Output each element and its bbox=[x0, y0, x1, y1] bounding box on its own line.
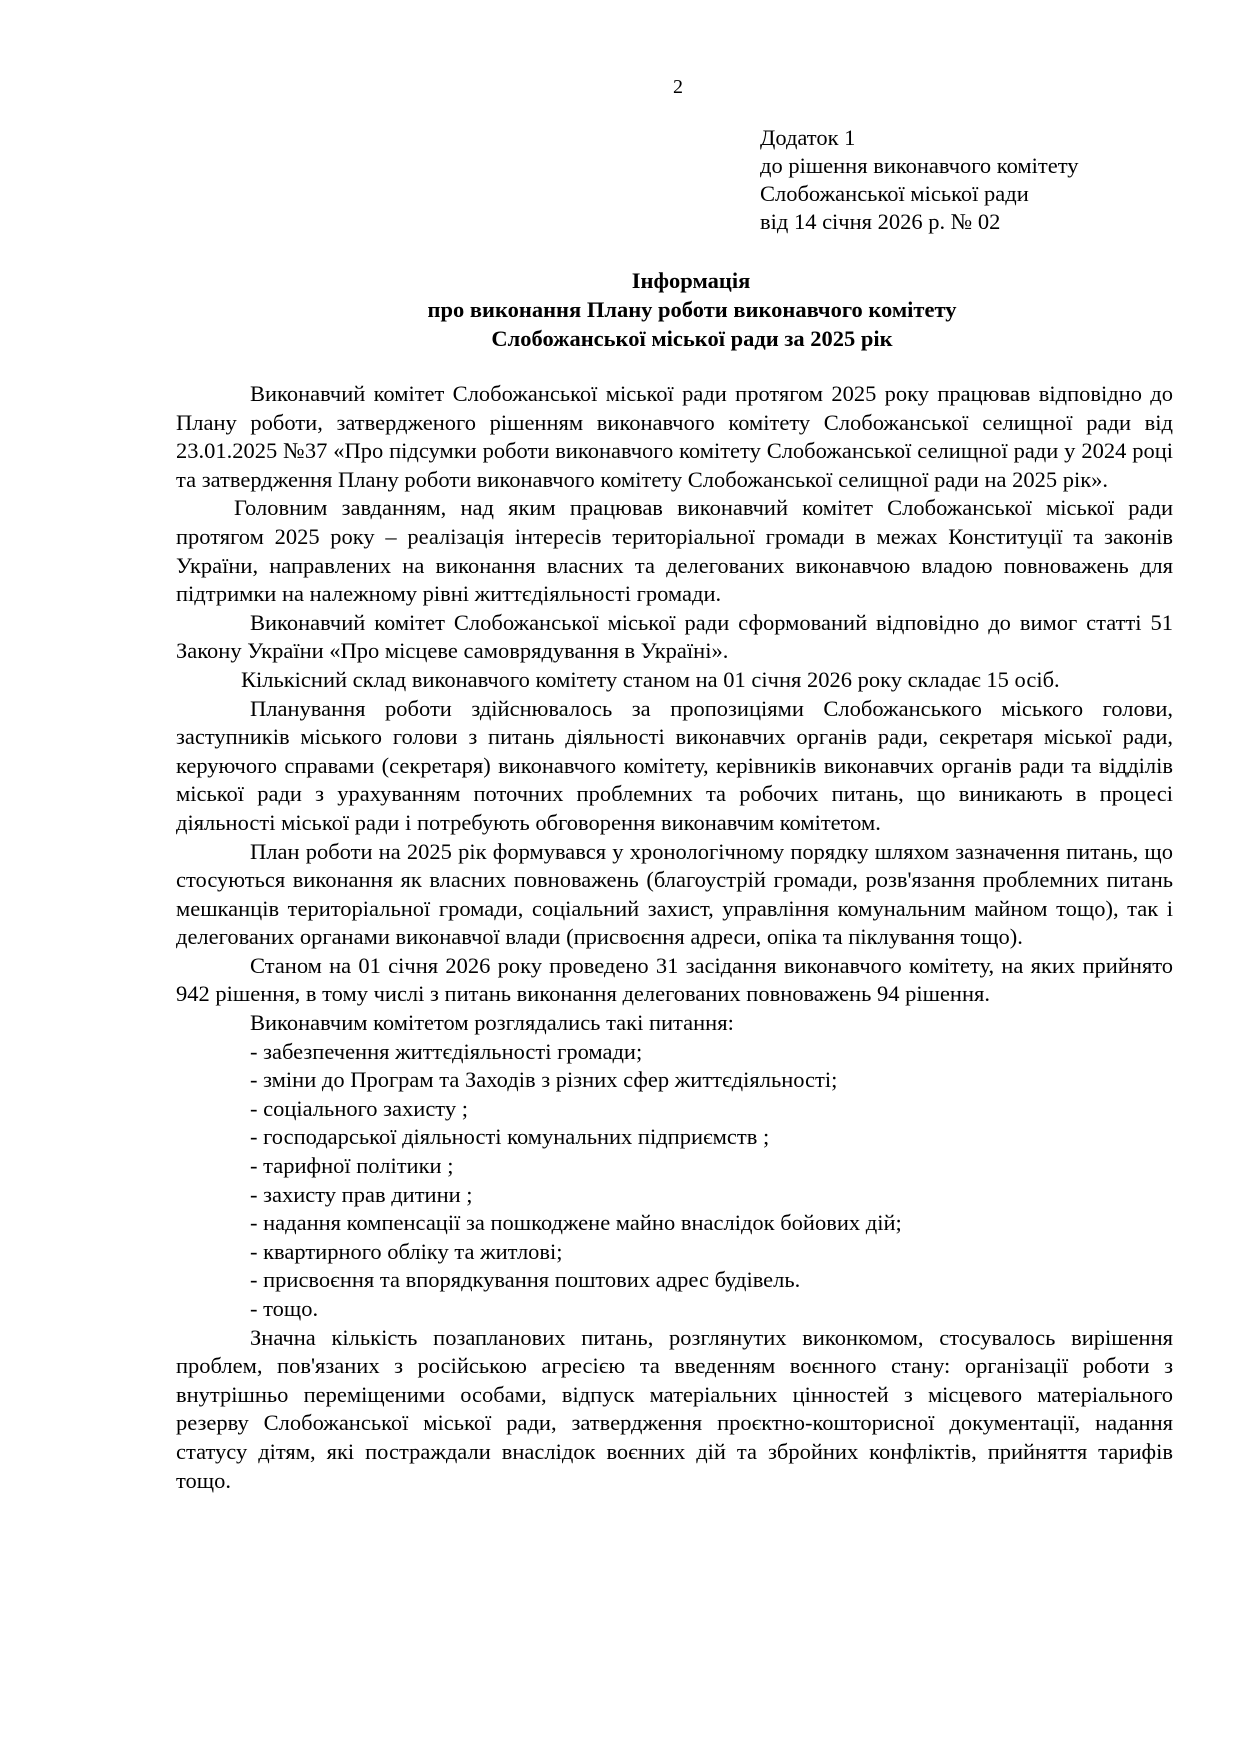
paragraph-plan-2025: План роботи на 2025 рік формувався у хронологічному порядку шляхом зазначення питань, що стосуються виконання як власних повноважень (благоустрій громади, розв'язання проблемних питань мешканців територіальної громади, соціальний захист, управління комунальним майном тощо), так і делегованих органами виконавчої влади (присвоєння адреси, опіка та піклування тощо). bbox=[176, 838, 1173, 950]
topic-item: - присвоєння та впорядкування поштових адрес будівель. bbox=[250, 1267, 801, 1293]
topic-item: - господарської діяльності комунальних підприємств ; bbox=[250, 1124, 770, 1150]
paragraph-formation: Виконавчий комітет Слобожанської міської ради сформований відповідно до вимог статті 51 Закону України «Про місцеве самоврядування в Україні». bbox=[176, 609, 1173, 664]
appendix-line-4: від 14 січня 2026 р. № 02 bbox=[760, 209, 1001, 234]
topic-item: - тощо. bbox=[250, 1296, 319, 1321]
document-body bbox=[176, 380, 1173, 1495]
topic-item: - забезпечення життєдіяльності громади; bbox=[250, 1038, 643, 1064]
topic-item: - захисту прав дитини ; bbox=[250, 1181, 473, 1207]
topic-item: - зміни до Програм та Заходів з різних сфер життєдіяльності; bbox=[250, 1067, 838, 1093]
appendix-line-3: Слобожанської міської ради bbox=[760, 181, 1029, 206]
title-main: Інформація bbox=[631, 268, 751, 293]
topic-item: - тарифної політики ; bbox=[250, 1153, 454, 1179]
appendix-header bbox=[760, 124, 1079, 236]
page-number-text: 2 bbox=[673, 76, 683, 98]
paragraph-planning: Планування роботи здійснювалось за пропозиціями Слобожанського міського голови, заступників міського голови з питань діяльності виконавчих органів ради, секретаря міської ради, керуючого справами (секретаря) виконавчого комітету, керівників виконавчих органів ради та відділів міської ради з урахуванням поточних проблемних та робочих питань, що виникають в процесі діяльності міської ради і потребують обговорення виконавчим комітетом. bbox=[176, 695, 1173, 835]
title-subtitle-1: про виконання Плану роботи виконавчого комітету bbox=[427, 297, 957, 322]
document-title bbox=[160, 266, 1200, 353]
appendix-line-1: Додаток 1 bbox=[760, 125, 856, 150]
topic-item: - соціального захисту ; bbox=[250, 1095, 468, 1121]
topics-list bbox=[176, 1038, 1173, 1324]
appendix-line-2: до рішення виконавчого комітету bbox=[760, 153, 1079, 178]
paragraph-unplanned-issues: Значна кількість позапланових питань, розглянутих виконкомом, стосувалось вирішення проблем, пов'язаних з російською агресією та введенням воєнного стану: організації роботи з внутрішньо переміщеними особами, відпуск матеріальних цінностей з місцевого матеріального резерву Слобожанської міської ради, затвердження проєктно-кошторисної документації, надання статусу дітям, які постраждали внаслідок воєнних дій та збройних конфліктів, прийняття тарифів тощо. bbox=[176, 1324, 1173, 1493]
paragraph-work-plan: Виконавчий комітет Слобожанської міської ради протягом 2025 року працював відповідно до Плану роботи, затвердженого рішенням виконавчого комітету Слобожанської селищної ради від 23.01.2025 №37 «Про підсумки роботи виконавчого комітету Слобожанської селищної ради у 2024 році та затвердження Плану роботи виконавчого комітету Слобожанської селищної ради на 2025 рік». bbox=[176, 381, 1173, 492]
paragraph-meetings: Станом на 01 січня 2026 року проведено 31 засідання виконавчого комітету, на яких прийнято 942 рішення, в тому числі з питань виконання делегованих повноважень 94 рішення. bbox=[176, 952, 1173, 1007]
paragraph-composition: Кількісний склад виконавчого комітету станом на 01 січня 2026 року складає 15 осіб. bbox=[241, 666, 1060, 692]
topic-item: - надання компенсації за пошкоджене майно внаслідок бойових дій; bbox=[250, 1210, 902, 1236]
title-subtitle-2: Слобожанської міської ради за 2025 рік bbox=[491, 326, 893, 351]
topics-intro: Виконавчим комітетом розглядались такі питання: bbox=[250, 1010, 734, 1036]
topic-item: - квартирного обліку та житлові; bbox=[250, 1238, 563, 1264]
paragraph-main-task: Головним завданням, над яким працював виконавчий комітет Слобожанської міської ради протягом 2025 року – реалізація інтересів територіальної громади в межах Конституції та законів України, направлених на виконання власних та делегованих виконавчою владою повноважень для підтримки на належному рівні життєдіяльності громади. bbox=[176, 495, 1173, 607]
